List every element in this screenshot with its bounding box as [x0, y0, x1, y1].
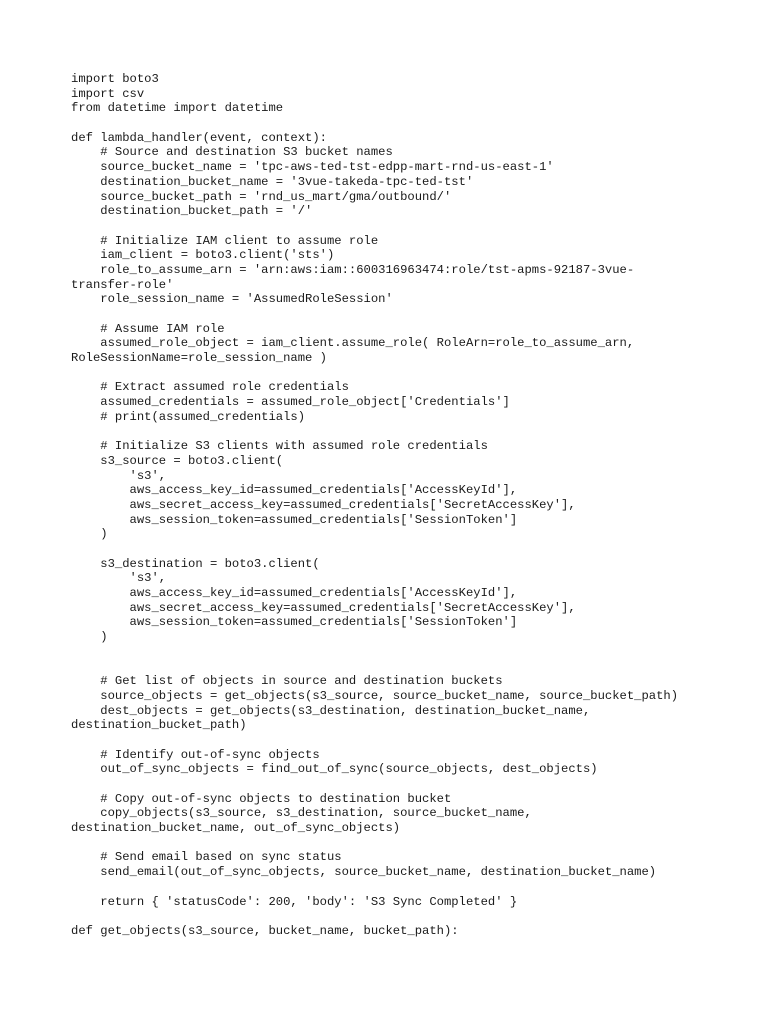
- code-line: role_session_name = 'AssumedRoleSession': [71, 292, 393, 307]
- code-line: # Initialize S3 clients with assumed role credentials: [71, 439, 488, 454]
- code-line: [71, 777, 731, 792]
- code-line: aws_session_token=assumed_credentials['SessionToken']: [71, 615, 518, 630]
- code-line: aws_access_key_id=assumed_credentials['AccessKeyId'],: [71, 483, 518, 498]
- code-line: def get_objects(s3_source, bucket_name, bucket_path):: [71, 923, 459, 938]
- code-line: destination_bucket_name = '3vue-takeda-tpc-ted-tst': [71, 174, 474, 189]
- code-line: destination_bucket_path): [71, 718, 247, 733]
- code-line: return { 'statusCode': 200, 'body': 'S3 Sync Completed' }: [71, 894, 518, 909]
- code-line: dest_objects = get_objects(s3_destination, destination_bucket_name,: [71, 703, 591, 718]
- code-line: aws_session_token=assumed_credentials['SessionToken']: [71, 512, 518, 527]
- code-line: assumed_credentials = assumed_role_object['Credentials']: [71, 395, 510, 410]
- code-line: [71, 219, 731, 234]
- code-line: destination_bucket_name, out_of_sync_objects): [71, 821, 401, 836]
- code-line: send_email(out_of_sync_objects, source_bucket_name, destination_bucket_name): [71, 865, 657, 880]
- code-line: aws_secret_access_key=assumed_credentials['SecretAccessKey'],: [71, 600, 576, 615]
- code-line: [71, 116, 731, 131]
- code-line: from datetime import datetime: [71, 101, 284, 116]
- code-line: # Send email based on sync status: [71, 850, 342, 865]
- code-line: import boto3: [71, 72, 159, 86]
- code-line: # Initialize IAM client to assume role: [71, 233, 379, 248]
- code-line: destination_bucket_path = '/': [71, 204, 313, 219]
- code-line: # print(assumed_credentials): [71, 409, 306, 424]
- code-line: out_of_sync_objects = find_out_of_sync(source_objects, dest_objects): [71, 762, 598, 777]
- code-line: # Assume IAM role: [71, 321, 225, 336]
- code-line: assumed_role_object = iam_client.assume_role( RoleArn=role_to_assume_arn,: [71, 336, 635, 351]
- code-line: aws_access_key_id=assumed_credentials['AccessKeyId'],: [71, 586, 518, 601]
- code-line: # Get list of objects in source and destination buckets: [71, 674, 503, 689]
- code-line: [71, 366, 731, 381]
- code-line: [71, 836, 731, 851]
- code-line: [71, 880, 731, 895]
- code-line: # Extract assumed role credentials: [71, 380, 349, 395]
- code-line: role_to_assume_arn = 'arn:aws:iam::600316963474:role/tst-apms-92187-3vue-: [71, 262, 635, 277]
- code-line: s3_destination = boto3.client(: [71, 556, 320, 571]
- code-line: [71, 645, 731, 660]
- code-line: copy_objects(s3_source, s3_destination, source_bucket_name,: [71, 806, 532, 821]
- code-line: [71, 542, 731, 557]
- code-line: ): [71, 527, 108, 542]
- code-line: ): [71, 630, 108, 645]
- code-line: transfer-role': [71, 277, 174, 292]
- code-line: [71, 660, 731, 675]
- code-block: [71, 72, 731, 939]
- code-line: iam_client = boto3.client('sts'): [71, 248, 335, 263]
- code-line: import csv: [71, 86, 145, 101]
- code-line: # Copy out-of-sync objects to destination bucket: [71, 791, 452, 806]
- code-line: [71, 733, 731, 748]
- code-line: RoleSessionName=role_session_name ): [71, 351, 327, 366]
- code-line: source_bucket_path = 'rnd_us_mart/gma/outbound/': [71, 189, 452, 204]
- code-line: [71, 425, 731, 440]
- code-line: 's3',: [71, 468, 167, 483]
- code-line: def lambda_handler(event, context):: [71, 130, 327, 145]
- code-line: [71, 909, 731, 924]
- code-line: source_bucket_name = 'tpc-aws-ted-tst-edpp-mart-rnd-us-east-1': [71, 160, 554, 175]
- code-line: [71, 307, 731, 322]
- code-line: source_objects = get_objects(s3_source, source_bucket_name, source_bucket_path): [71, 688, 679, 703]
- code-line: # Identify out-of-sync objects: [71, 747, 320, 762]
- code-line: aws_secret_access_key=assumed_credentials['SecretAccessKey'],: [71, 497, 576, 512]
- code-line: 's3',: [71, 571, 167, 586]
- code-line: s3_source = boto3.client(: [71, 453, 284, 468]
- code-line: # Source and destination S3 bucket names: [71, 145, 393, 160]
